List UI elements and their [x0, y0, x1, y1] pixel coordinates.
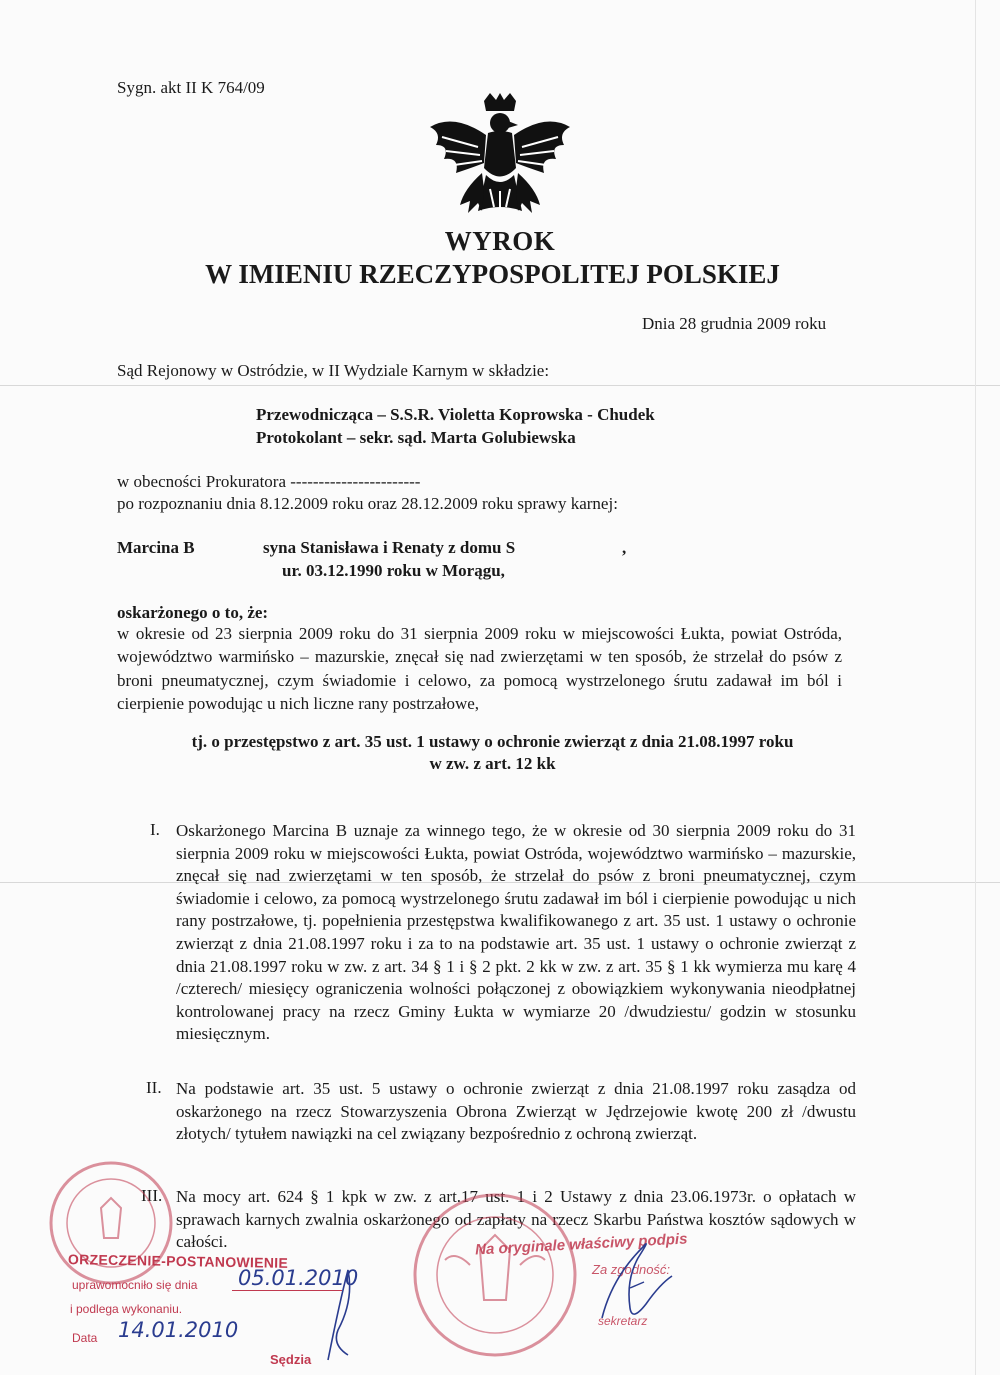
court-seal-right	[410, 1190, 580, 1360]
charge-heading: oskarżonego o to, że:	[117, 603, 269, 622]
verdict-item-2-text: Na podstawie art. 35 ust. 5 ustawy o ochronie zwierząt z dnia 21.08.1997 roku zasądza od oskarżonego na rzecz Stowarzyszenia Obrona Zwierząt w Jędrzejowie kwotę 200 zł /dwustu złotych/ tytułem nawiązki na cel związany bezpośrednio z ochroną zwierząt.	[176, 1079, 856, 1143]
handwritten-signature	[572, 1218, 682, 1328]
document-subtitle: W IMIENIU RZECZYPOSPOLITEJ POLSKIEJ	[205, 259, 780, 289]
verdict-item-number: I.	[150, 820, 160, 839]
verdict-item-1-text: Oskarżonego Marcina B uznaje za winnego tego, że w okresie od 30 sierpnia 2009 roku do 31 sierpnia 2009 roku w miejscowości Łukta, powiat Ostróda, województwo warmińsko – mazurskie, znęcał się nad zwierzętami w ten sposób, że strzelał do psów z broni pneumatycznej, czym świadomie i celowo, za pomocą wystrzelonego śrutu zadawał im ból i cierpienie powodując u nich rany postrzałowe, tj. popełnienia przestępstwa kwalifikowanego z art. 35 ust. 1 ustawy o ochronie zwierząt z dnia 21.08.1997 roku i za to na podstawie art. 35 ust. 1 ustawy o ochronie zwierząt z dnia 21.08.1997 roku w zw. z art. 34 § 1 i § 2 pkt. 2 kk w zw. z art. 35 § 1 kk wymierza mu karę 4 /czterech/ miesięcy ograniczenia wolności połączonej z obowiązkiem wykonywania nieodpłatnej kontrolowanej pracy na rzecz Gminy Łukta w wymiarze 20 /dwudziestu/ godzin w stosunku miesięcznym.	[176, 821, 856, 1044]
paper-edge-line	[975, 0, 976, 1375]
judge-label: Sędzia	[270, 1352, 312, 1367]
presiding-judge: Przewodnicząca – S.S.R. Violetta Koprowska - Chudek	[256, 405, 655, 424]
judgment-date: Dnia 28 grudnia 2009 roku	[642, 314, 827, 333]
polish-eagle-emblem	[424, 93, 576, 233]
data-date-handwritten: 14.01.2010	[118, 1318, 239, 1342]
prosecutor-presence: w obecności Prokuratora -----------------------	[117, 472, 421, 491]
hearing-dates: po rozpoznaniu dnia 8.12.2009 roku oraz 28.12.2009 roku sprawy karnej:	[117, 494, 618, 513]
document-title: WYROK	[444, 226, 556, 256]
defendant-comma: ,	[622, 538, 627, 557]
verdict-item-number: III.	[141, 1186, 163, 1205]
paper-fold-line	[0, 385, 1000, 386]
legal-basis-line1: tj. o przestępstwo z art. 35 ust. 1 ustawy o ochronie zwierząt z dnia 21.08.1997 roku	[191, 732, 794, 751]
finality-stamp-line1: uprawomocniło się dnia	[72, 1278, 198, 1292]
court-clerk: Protokolant – sekr. sąd. Marta Golubiewska	[256, 428, 576, 447]
court-composition: Sąd Rejonowy w Ostródzie, w II Wydziale Karnym w składzie:	[117, 361, 550, 380]
finality-stamp-line2: i podlega wykonaniu.	[70, 1302, 183, 1316]
case-signature: Sygn. akt II K 764/09	[117, 78, 265, 97]
defendant-birth: ur. 03.12.1990 roku w Morągu,	[282, 561, 505, 580]
conformity-stamp: Za zgodność:	[592, 1262, 671, 1277]
verdict-item-3-text: Na mocy art. 624 § 1 kpk w zw. z art.17 ust. 1 i 2 Ustawy z dnia 23.06.1973r. o opłatach w sprawach karnych zwalnia oskarżonego od zapłaty na rzecz Skarbu Państwa kosztów sądowych w całości.	[176, 1187, 856, 1251]
signature-scribble-left	[318, 1260, 368, 1370]
charge-text: w okresie od 23 sierpnia 2009 roku do 31 sierpnia 2009 roku w miejscowości Łukta, powiat Ostróda, województwo warmińsko – mazurskie, znęcał się nad zwierzętami w ten sposób, że strzelał do psów z broni pneumatycznej, czym świadomie i celowo, za pomocą wystrzelonego śrutu zadawał im ból i cierpienie powodując u nich liczne rany postrzałowe,	[117, 624, 842, 713]
verdict-item-number: II.	[146, 1078, 162, 1097]
defendant-name: Marcina B	[117, 538, 195, 557]
finality-date-handwritten: 05.01.2010	[238, 1266, 359, 1290]
original-signature-stamp: Na oryginale właściwy podpis	[474, 1230, 688, 1259]
finality-stamp-title: ORZECZENIE-POSTANOWIENIE	[67, 1251, 289, 1271]
secretary-stamp: sekretarz	[598, 1314, 648, 1328]
legal-basis-line2: w zw. z art. 12 kk	[429, 754, 556, 773]
data-label: Data	[72, 1331, 98, 1345]
defendant-parents: syna Stanisława i Renaty z domu S	[263, 538, 516, 557]
